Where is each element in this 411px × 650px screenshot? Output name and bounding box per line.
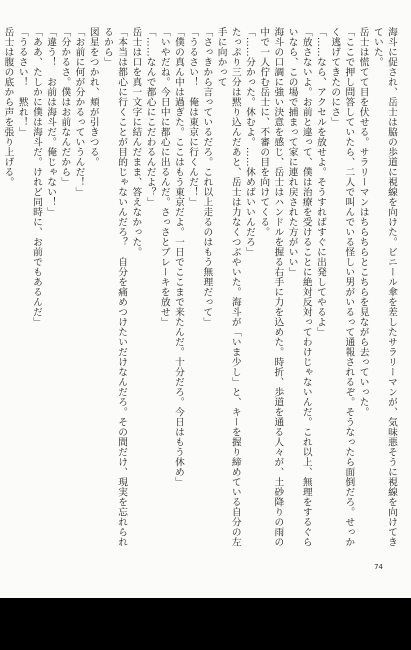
paragraph: 岳士は慌てて目を伏せる。サラリーマンはちらちらとこちらを見ながら去っていった。 [357,27,369,417]
paragraph: 「分かるさ。僕はお前なんだから」 [59,27,71,187]
paragraph: 「ああ、たしかに僕は海斗だ。けれど同時に、お前でもあるんだ」 [30,27,42,327]
paragraph: 「お前に何が分かるっていうんだ！」 [73,27,85,197]
bottom-black-band [0,598,411,650]
paragraph: 「僕の真ん中は過ぎた。ここはもう東京だよ。一日でここまで来たんだ。十分だろ。今日はもう休め」 [172,27,184,487]
paragraph: 「本当は都心に行くことが目的じゃないんだろ？ 自分を痛めつけたいだけなんだろ。その間だけ、現実を忘れられるから」 [101,27,128,547]
paragraph: 「……分かった。休むよ。……休めばいいんだろ」 [243,27,255,257]
paragraph: 岳士は腹の底から声を張り上げる。 [2,27,14,187]
paragraph: 「違う！ お前は海斗だ。俺じゃない！」 [45,27,57,217]
page-number: 74 [374,563,383,571]
paragraph: 「いやだね。今日中に都心に出るんだ。さっさとブレーキを放せ」 [158,27,170,327]
paragraph: 海斗に促され、岳士は脇の歩道に視線を向けた。ビニール傘を差したサラリーマンが、気味悪そうに視線を向けてきていた。 [371,27,397,547]
paragraph: 「ここで押し問答していたら、二人で叫んでいる怪しい男がいるって通報されるぞ。そうなったら面倒だろ。せっかく逃げてきたのにさ」 [329,27,355,547]
vertical-text-body [0,27,398,547]
paragraph: たっぷり三分は黙り込んだあと、岳士は力なくつぶやいた。海斗が「いま少し」と、キーを握り締めている自分の左手に向かって [215,27,241,547]
paragraph: 「放さないよ。お前と違って、僕は治療を受けることに絶対反対ってわけじゃないんだ。これ以上、無理をするぐらいなら、この場で捕まって家に連れ戻された方がいい」 [286,27,312,547]
paragraph: 図星をつかれ、頬が引きつる。 [87,27,99,167]
paragraph: 「……なら、アクセルを放せよ。そうすればすぐに出発してやるよ」 [314,27,326,337]
paragraph: 「さっきから言っているだろ。これ以上走るのはもう無理だって」 [201,27,213,327]
paragraph: 「うるさい！ 黙れ！」 [16,27,28,137]
paragraph: 岳士は口を真一文字に結んだまま、答えなかった。 [130,27,142,257]
paragraph: 海斗の口調に強い決意を感じ、岳士はハンドルを握る右手に力を込めた。時折、歩道を通る人々が、土砂降りの雨の中で一人佇む岳士に、不審の目を向けてくる。 [258,27,284,547]
paragraph: 「うるさい！ 俺は東京に行くんだ！」 [187,27,199,207]
paragraph: 「……なんで都心にこだわるんだよ？」 [144,27,156,207]
